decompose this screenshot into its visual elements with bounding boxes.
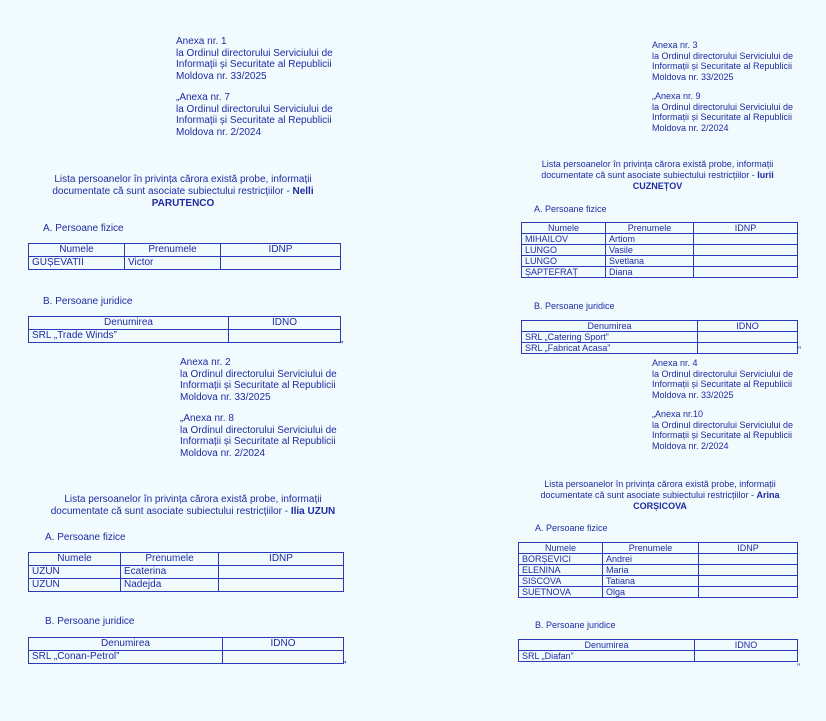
closing-quote: ” xyxy=(340,340,344,351)
section-physical: A. Persoane fizice xyxy=(535,523,608,533)
section-physical: A. Persoane fizice xyxy=(534,204,607,214)
closing-quote: ” xyxy=(798,345,801,355)
closing-quote: ” xyxy=(343,660,347,671)
section-juridical: B. Persoane juridice xyxy=(534,301,615,311)
table-row: SRL „Diafan” xyxy=(519,651,798,662)
list-title: Lista persoanelor în privința cărora există probe, informații documentate că sunt asociate subiectului restricțiilor - Arina CORȘICOVA xyxy=(540,479,780,511)
table-row: MIHAILOV Artiom xyxy=(522,234,798,245)
section-physical: A. Persoane fizice xyxy=(43,223,124,234)
table-row: GUȘEVATÎI Victor xyxy=(29,257,341,270)
table-header-row: Denumirea IDNO xyxy=(522,321,798,332)
list-title: Lista persoanelor în privința cărora există probe, informații documentate că sunt asociate subiectului restricțiilor - Nelli PARUTENCO xyxy=(52,174,314,209)
list-title: Lista persoanelor în privința cărora există probe, informații documentate că sunt asociate subiectului restricțiilor - Ilia UZUN xyxy=(50,494,336,517)
table-row: SISCOVA Tatiana xyxy=(519,576,798,587)
juridical-persons-table xyxy=(28,316,341,343)
juridical-persons-table xyxy=(28,637,344,664)
annex-header: Anexa nr. 3 la Ordinul directorului Serviciului de Informații și Securitate al Republicii Moldova nr. 33/2025 „Anexa nr. 9 la Ordinul directorului Serviciului de Informații și Securitate al Republicii Moldova nr. 2/2024 xyxy=(652,40,794,133)
physical-persons-table xyxy=(28,243,341,270)
juridical-persons-table xyxy=(518,639,798,662)
table-row: SRL „Fabricat Acasa” xyxy=(522,343,798,354)
annex-header: Anexa nr. 4 la Ordinul directorului Serviciului de Informații și Securitate al Republicii Moldova nr. 33/2025 „Anexa nr.10 la Ordinul directorului Serviciului de Informații și Securitate al Republicii Moldova nr. 2/2024 xyxy=(652,358,794,451)
table-row: UZUN Nadejda xyxy=(29,579,344,592)
physical-persons-table xyxy=(518,542,798,598)
table-header-row: Numele Prenumele IDNP xyxy=(519,543,798,554)
table-row: ELENINA Maria xyxy=(519,565,798,576)
table-row: UZUN Ecaterina xyxy=(29,566,344,579)
juridical-persons-table xyxy=(521,320,798,354)
table-header-row: Numele Prenumele IDNP xyxy=(29,244,341,257)
list-title: Lista persoanelor în privința cărora există probe, informații documentate că sunt asociate subiectului restricțiilor - Iurii CUZNEȚOV xyxy=(541,159,774,191)
table-header-row: Denumirea IDNO xyxy=(29,638,344,651)
table-row: BORȘEVICI Andrei xyxy=(519,554,798,565)
section-juridical: B. Persoane juridice xyxy=(535,620,616,630)
table-row: SRL „Conan-Petrol” xyxy=(29,651,344,664)
closing-quote: ” xyxy=(797,662,800,672)
table-header-row: Numele Prenumele IDNP xyxy=(522,223,798,234)
table-header-row: Denumirea IDNO xyxy=(519,640,798,651)
physical-persons-table xyxy=(521,222,798,278)
section-juridical: B. Persoane juridice xyxy=(43,296,133,307)
table-header-row: Denumirea IDNO xyxy=(29,317,341,330)
table-row: SUETNOVA Olga xyxy=(519,587,798,598)
table-row: SRL „Catering Sport” xyxy=(522,332,798,343)
physical-persons-table xyxy=(28,552,344,592)
table-row: ȘAPTEFRAȚ Diana xyxy=(522,267,798,278)
annex-header: Anexa nr. 1 la Ordinul directorului Serviciului de Informații și Securitate al Republicii Moldova nr. 33/2025 „Anexa nr. 7 la Ordinul directorului Serviciului de Informații și Securitate al Republicii Moldova nr. 2/2024 xyxy=(176,36,333,138)
section-physical: A. Persoane fizice xyxy=(45,532,126,543)
section-juridical: B. Persoane juridice xyxy=(45,616,135,627)
table-row: SRL „Trade Winds” xyxy=(29,330,341,343)
annex-header: Anexa nr. 2 la Ordinul directorului Serviciului de Informații și Securitate al Republicii Moldova nr. 33/2025 „Anexa nr. 8 la Ordinul directorului Serviciului de Informații și Securitate al Republicii Moldova nr. 2/2024 xyxy=(180,357,337,459)
table-row: LUNGO Svetlana xyxy=(522,256,798,267)
table-header-row: Numele Prenumele IDNP xyxy=(29,553,344,566)
table-row: LUNGO Vasile xyxy=(522,245,798,256)
